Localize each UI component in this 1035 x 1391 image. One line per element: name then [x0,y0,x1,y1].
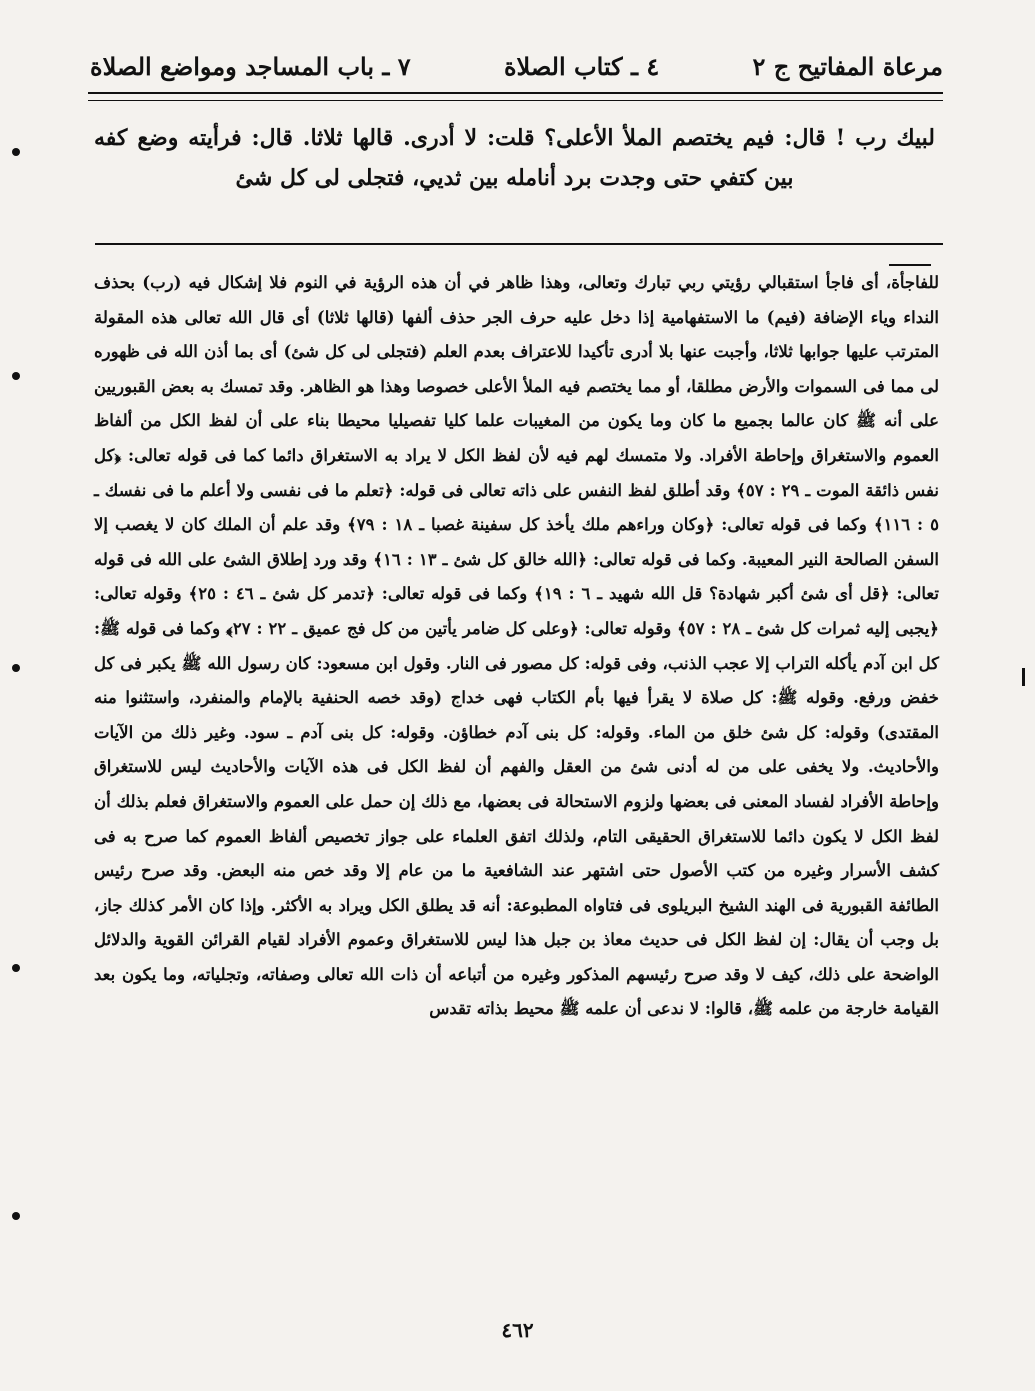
running-head [90,46,943,86]
running-head-left: ٧ ـ باب المساجد ومواضع الصلاة [90,51,411,81]
hadith-text: لبيك رب ! قال: فيم يختصم الملأ الأعلى؟ قلت: لا أدرى. قالها ثلاثا. قال: فرأيته وضع كفه بين كتفي حتى وجدت برد أنامله بين ثديي، فتجلى لى كل شئ [94,125,935,191]
right-margin-tick [1022,668,1025,686]
commentary-paragraph: للفاجأة، أى فاجأ استقبالي رؤيتي ربي تبارك وتعالى، وهذا ظاهر في أن هذه الرؤية في النوم فلا إشكال فيه (رب) بحذف النداء وياء الإضافة (فيم) ما الاستفهامية إذا دخل عليه حرف الجر حذف ألفها (قالها ثلاثا) أى قال الله تعالى هذه المقولة المترتب عليها جوابها ثلاثا، وأجبت عنها بلا أدرى تأكيدا للاعتراف بعدم العلم (فتجلى لى كل شئ) أى بما أذن الله فى ظهوره لى مما فى السموات والأرض مطلقا، أو مما يختصم فيه الملأ الأعلى خصوصا وهذا هو الظاهر. وقد تمسك به بعض القبوريين على أنه ﷺ كان عالما بجميع ما كان وما يكون من المغيبات علما كليا تفصيليا محيطا بناء على أن لفظ الكل من ألفاظ العموم والاستغراق وإحاطة الأفراد. ولا متمسك لهم فيه لأن لفظ الكل لا يراد به الاستغراق دائما كما فى قوله تعالى: ﴿كل نفس ذائقة الموت ـ ٢٩ : ٥٧﴾ وقد أطلق لفظ النفس على ذاته تعالى فى قوله: ﴿تعلم ما فى نفسى ولا أعلم ما فى نفسك ـ ٥ : ١١٦﴾ وكما فى قوله تعالى: ﴿وكان وراءهم ملك يأخذ كل سفينة غصبا ـ ١٨ : ٧٩﴾ وقد علم أن الملك كان لا يغصب إلا السفن الصالحة النير المعيبة. وكما فى قوله تعالى: ﴿الله خالق كل شئ ـ ١٣ : ١٦﴾ وقد ورد إطلاق الشئ على الله فى قوله تعالى: ﴿قل أى شئ أكبر شهادة؟ قل الله شهيد ـ ٦ : ١٩﴾ وكما فى قوله تعالى: ﴿تدمر كل شئ ـ ٤٦ : ٢٥﴾ وقوله تعالى: ﴿يجبى إليه ثمرات كل شئ ـ ٢٨ : ٥٧﴾ وقوله تعالى: ﴿وعلى كل ضامر يأتين من كل فج عميق ـ ٢٢ : ٢٧﴾ وكما فى قوله ﷺ: كل ابن آدم يأكله التراب إلا عجب الذنب، وفى قوله: كل مصور فى النار. وقول ابن مسعود: كان رسول الله ﷺ يكبر فى كل خفض ورفع. وقوله ﷺ: كل صلاة لا يقرأ فيها بأم الكتاب فهى خداج (وقد خصه الحنفية بالإمام والمنفرد، واستثنوا منه المقتدى) وقوله: كل شئ خلق من الماء. وقوله: كل بنى آدم خطاؤن. وقوله: كل بنى آدم ـ سود. وغير ذلك من الآيات والأحاديث. ولا يخفى على من له أدنى شئ من العقل والفهم أن لفظ الكل فى هذه الآيات والأحاديث ليس للاستغراق وإحاطة الأفراد لفساد المعنى فى بعضها ولزوم الاستحالة فى بعضها، مع ذلك إن حمل على العموم والاستغراق فعلم بذلك أن لفظ الكل لا يكون دائما للاستغراق الحقيقى التام، ولذلك اتفق العلماء على جواز تخصيص ألفاظ العموم كما صرح به فى كشف الأسرار وغيره من كتب الأصول حتى اشتهر عند الشافعية ما من عام إلا وقد خص منه البعض. وقد صرح رئيس الطائفة القبورية فى الهند الشيخ البريلوى فى فتاواه المطبوعة: أنه قد يطلق الكل ويراد به الأكثر. وإذا كان الأمر كذلك جاز، بل وجب أن يقال: إن لفظ الكل فى حديث معاذ بن جبل هذا ليس للاستغراق وعموم الأفراد لقيام القرائن القوية والدلائل الواضحة على ذلك، كيف لا وقد صرح رئيسهم المذكور وغيره من أتباعه أن ذات الله تعالى وصفاته، وتجلياته، وما يكون بعد القيامة خارجة من علمه ﷺ، قالوا: لا ندعى أن علمه ﷺ محيط بذاته تقدس [94,273,939,1019]
left-margin-dot [12,964,20,972]
page-number: ٤٦٢ [501,1318,534,1342]
commentary-body [94,266,939,1027]
running-head-center: ٤ ـ كتاب الصلاة [503,51,660,81]
left-margin-dot [12,1212,20,1220]
left-margin-dot [12,148,20,156]
left-margin-dot [12,372,20,380]
running-head-right: مرعاة المفاتيح ج ٢ [752,51,943,81]
left-margin-dot [12,664,20,672]
header-rule [88,92,943,101]
section-divider [95,243,943,245]
